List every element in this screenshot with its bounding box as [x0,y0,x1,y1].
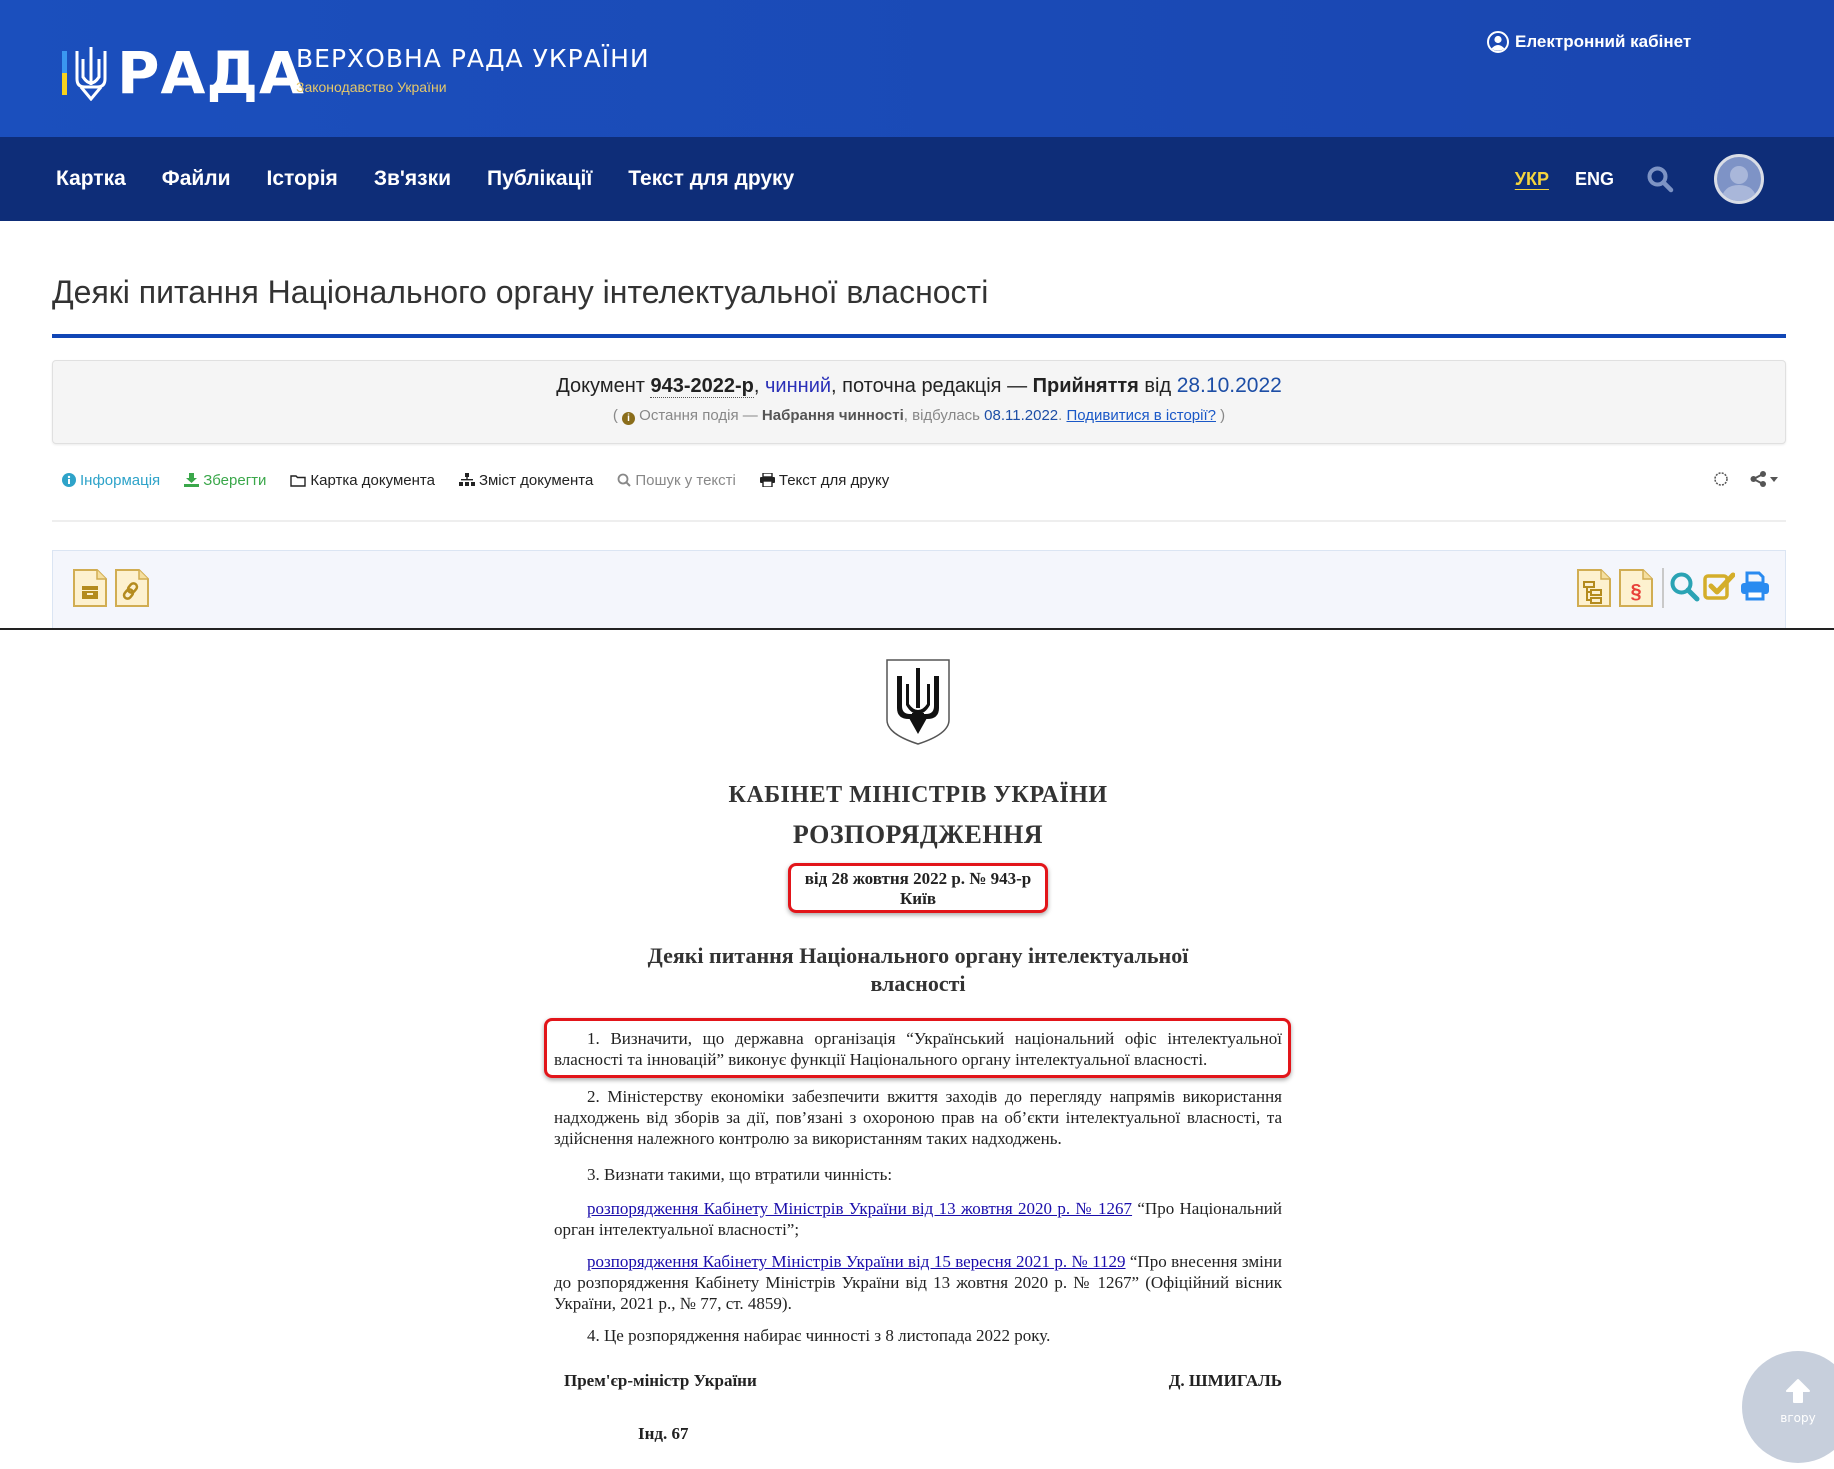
print-label: Текст для друку [778,471,890,489]
date-number-highlight [788,863,1048,913]
nav-right [1515,137,1764,221]
document-card-link[interactable] [290,472,435,489]
document-heading [614,942,1222,998]
doc-number[interactable]: 943-2022-р [650,375,754,397]
happened-text: , відбулась [903,407,985,424]
last-event-date: 08.11.2022 [984,407,1059,424]
nav-item-files[interactable]: Файли [161,167,231,190]
signer-title: Прем'єр-міністр України [564,1371,757,1390]
last-event-line [53,407,1785,425]
trident-icon [73,45,109,101]
document-type: РОЗПОРЯДЖЕННЯ [792,820,1044,849]
logo-wordmark: РАДА [117,39,305,107]
table-of-contents-link[interactable] [459,472,593,489]
print-text-link[interactable] [760,472,889,489]
view-history-link[interactable]: Подивитися в історії? [1066,407,1216,424]
lang-ukr-link[interactable]: УКР [1514,168,1549,189]
repealed-order-1267-link[interactable]: розпорядження Кабінету Міністрів України від 13 жовтня 2020 р. № 1267 [587,1199,1133,1218]
document-toolbar [62,469,913,491]
site-title-block [296,44,650,95]
search-label: Пошук у тексті [635,471,736,489]
document-icon-panel [52,550,1786,629]
svg-text:§: § [1630,581,1642,603]
back-to-top-button[interactable] [1742,1351,1834,1463]
back-to-top-label: вгору [1780,1411,1816,1425]
search-icon[interactable] [1646,165,1674,193]
folder-icon [290,474,306,487]
nav-items [56,137,830,221]
user-avatar-icon[interactable] [1714,154,1764,204]
settings-gear-icon[interactable] [1712,470,1730,488]
check-square-icon[interactable] [1703,571,1737,609]
nav-item-card[interactable]: Картка [56,167,126,190]
doc-status[interactable]: чинний [765,375,832,397]
archive-document-icon[interactable] [73,569,107,607]
nav-item-publications[interactable]: Публікації [486,167,593,190]
site-logo[interactable] [62,39,305,107]
index-number: Інд. 67 [638,1424,689,1443]
paragraph-2: 2. Міністерству економіки забезпечити вжиття заходів до перегляду напрямів використання надходжень від зборів за дії, пов’язані з охороною прав на об’єкти інтелектуальної власності, та здійснення належного контролю за використанням таких надходжень. [554,1087,1282,1148]
info-label: Інформація [80,471,161,489]
search-icon [617,473,631,487]
edition-event: Прийняття [1032,375,1139,397]
page-title: Деякі питання Національного органу інтелектуальної власності [52,274,989,310]
share-dropdown-icon[interactable] [1750,471,1778,487]
toolbar-divider [52,520,1786,522]
repealed-order-1129-link[interactable]: розпорядження Кабінету Міністрів України від 15 вересня 2021 р. № 1129 [587,1252,1126,1271]
user-circle-icon [1487,31,1509,53]
linked-document-icon[interactable] [115,569,149,607]
date-and-number: від 28 жовтня 2022 р. № 943-р [804,869,1032,888]
paren: ) [1220,407,1226,424]
save-label: Зберегти [203,471,267,489]
site-title: ВЕРХОВНА РАДА УКРАЇНИ [296,44,650,73]
title-underline [52,334,1786,338]
arrow-up-icon [1742,1377,1834,1405]
from-text: від [1138,375,1177,397]
separator: , [753,375,760,397]
paragraph-3: 3. Визнати такими, що втратили чинність: [587,1165,893,1184]
info-circle-icon [62,473,76,487]
main-nav [0,137,1834,221]
sitemap-icon [459,473,475,487]
document-status-line [53,374,1785,398]
search-in-text-link[interactable] [617,472,736,489]
edition-date[interactable]: 28.10.2022 [1176,374,1282,397]
document-card-label: Картка документа [310,471,435,489]
period: . [1058,407,1067,424]
paragraph-4: 4. Це розпорядження набирає чинності з 8 листопада 2022 року. [587,1326,1051,1345]
city: Київ [899,889,937,908]
heading-line-1: Деякі питання Національного органу інтелектуальної [647,943,1189,968]
site-header [0,0,1834,137]
issuing-body: КАБІНЕТ МІНІСТРІВ УКРАЇНИ [728,782,1108,808]
flag-stripe-icon [62,51,67,95]
edition-text: , поточна редакція — [831,375,1033,397]
paren: ( [612,407,618,424]
nav-item-print-text[interactable]: Текст для друку [628,167,795,190]
lang-eng-link[interactable]: ENG [1574,168,1614,189]
section-document-icon[interactable] [1619,569,1653,607]
print-icon[interactable] [1740,571,1774,609]
content-separator [0,628,1834,630]
save-button[interactable] [184,472,266,489]
heading-line-2: власності [870,971,966,996]
last-event-name: Набрання чинності [761,407,904,424]
info-tab[interactable] [62,472,160,489]
doc-label: Документ [556,375,645,397]
cabinet-label: Електронний кабінет [1515,32,1692,51]
electronic-cabinet-link[interactable] [1487,31,1691,53]
repealed-order-1129-title: “Про внесення зміни до розпорядження Кабінету Міністрів України від 13 жовтня 2020 р. № 1267” (Офіційний вісник України, 2021 р., № 77, ст. 4859). [554,1252,1282,1313]
download-icon [184,473,199,487]
site-subtitle: Законодавство України [296,79,447,95]
structure-document-icon[interactable] [1577,569,1611,607]
signer-name: Д. ШМИГАЛЬ [1168,1371,1282,1390]
paragraph-3b [554,1251,1282,1314]
paragraph-3a [554,1198,1282,1240]
paragraph-1: 1. Визначити, що державна організація “Український національний офіс інтелектуальної власності та інновацій” виконує функції Національного органу інтелектуальної власності. [554,1029,1282,1069]
toolbar-right [1712,470,1778,488]
toc-label: Зміст документа [478,471,594,489]
icon-separator [1662,568,1664,608]
coat-of-arms-icon [885,658,951,746]
document-status-box [52,360,1786,444]
nav-item-links[interactable]: Зв'язки [373,167,451,190]
print-icon [760,473,775,487]
nav-item-history[interactable]: Історія [266,167,338,190]
repealed-order-1267-title: “Про Національний орган інтелектуальної власності”; [554,1199,1282,1239]
info-icon: i [622,412,635,425]
search-zoom-icon[interactable] [1669,571,1703,609]
last-event-label: Остання подія — [634,407,762,424]
